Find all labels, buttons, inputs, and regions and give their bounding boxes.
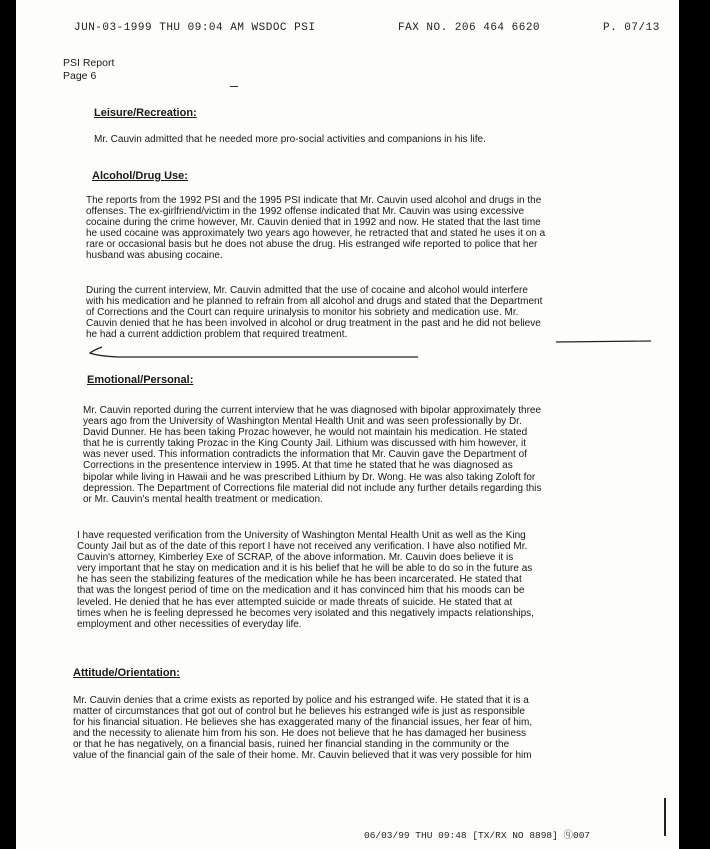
- text-line: husband was abusing cocaine.: [86, 250, 223, 262]
- paragraph-leisure: [94, 134, 614, 145]
- text-line: depression. The Department of Corrections file material did not include any further details regarding this: [83, 482, 542, 494]
- text-line: cocaine during the crime however, Mr. Cauvin denied that in 1992 and now. He stated that the last time: [86, 217, 541, 229]
- text-line: Mr. Cauvin admitted that he needed more pro-social activities and companions in his life.: [94, 134, 486, 145]
- text-line: that was the longest period of time on the medication and it has convinced him that his moods can be: [77, 585, 525, 597]
- text-line: During the current interview, Mr. Cauvin admitted that the use of cocaine and alcohol would interfere: [86, 285, 528, 296]
- paragraph-emotional-2: [77, 530, 647, 630]
- text-line: or Mr. Cauvin's mental health treatment or medication.: [83, 493, 323, 505]
- paragraph-alcohol-1: [86, 195, 646, 262]
- text-line: County Jail but as of the date of this report I have not received any verification. I have also notified Mr.: [77, 541, 528, 553]
- paragraph-attitude: [73, 695, 653, 762]
- text-line: offenses. The ex-girlfriend/victim in the 1992 offense indicated that Mr. Cauvin was using excessive: [86, 206, 525, 218]
- heading-alcohol: Alcohol/Drug Use:: [92, 170, 188, 182]
- text-line: was never used. This information contradicts the information that Mr. Cauvin gave the Department of: [83, 449, 527, 461]
- text-line: Mr. Cauvin denies that a crime exists as reported by police and his estranged wife. He stated that it is a: [73, 695, 529, 706]
- fax-header-number: FAX NO. 206 464 6620: [398, 22, 541, 34]
- heading-emotional: Emotional/Personal:: [87, 374, 194, 386]
- fax-page: [16, 0, 679, 849]
- text-line: with his medication and he planned to refrain from all alcohol and drugs and stated that the Department: [86, 296, 543, 308]
- text-line: Cauvin's attorney, Kimberley Exe of SCRAP, of the above information. Mr. Cauvin does believe it is: [77, 552, 514, 564]
- text-line: I have requested verification from the University of Washington Mental Health Unit as well as the King: [77, 530, 526, 541]
- fax-header-page: P. 07/13: [603, 22, 660, 34]
- text-line: employment and other necessities of everyday life.: [77, 618, 302, 630]
- report-title: PSI Report: [63, 57, 115, 69]
- heading-attitude: Attitude/Orientation:: [73, 667, 180, 679]
- heading-leisure: Leisure/Recreation:: [94, 107, 197, 119]
- text-line: he used cocaine was approximately two years ago however, he retracted that and stated he uses it on a: [86, 228, 546, 240]
- paragraph-alcohol-2: [86, 285, 646, 340]
- text-line: he had a current addiction problem that required treatment.: [86, 329, 348, 341]
- text-line: very important that he stay on medication and it is his belief that he will be able to do so in the future as: [77, 563, 533, 575]
- text-line: he has seen the stabilizing features of the medication while he has been incarcerated. He stated that: [77, 574, 522, 586]
- handwritten-underline: [88, 339, 418, 363]
- scan-speck: [230, 86, 238, 87]
- text-line: and the necessity to alienate him from his son. He does not believe that he has damaged her business: [73, 728, 527, 740]
- report-page-number: Page 6: [63, 70, 97, 82]
- text-line: Cauvin denied that he has been involved in alcohol or drug treatment in the past and he did not believe: [86, 318, 541, 330]
- text-line: value of the financial gain of the sale of their home. Mr. Cauvin believed that it was very possible for him: [73, 750, 532, 762]
- text-line: leveled. He denied that he has ever attempted suicide or made threats of suicide. He stated that at: [77, 596, 513, 608]
- text-line: for his financial situation. He believes she has exaggerated many of the financial issues, her fear of him,: [73, 717, 533, 729]
- fax-footer: 06/03/99 THU 09:48 [TX/RX NO 8898] ⓠ007: [364, 830, 591, 841]
- text-line: matter of circumstances that got out of control but he believes his estranged wife is just as responsible: [73, 706, 525, 718]
- text-line: David Dunner. He has been taking Prozac however, he would not maintain his medication. He stated: [83, 427, 528, 439]
- text-line: that he is currently taking Prozac in the King County Jail. Lithium was discussed with him however, it: [83, 438, 526, 450]
- paragraph-emotional-1: [83, 405, 643, 505]
- handwritten-underline: [556, 338, 651, 346]
- text-line: Mr. Cauvin reported during the current interview that he was diagnosed with bipolar approximately three: [83, 405, 542, 416]
- text-line: times when he is feeling depressed he becomes very isolated and this negatively impacts relationships,: [77, 607, 534, 619]
- text-line: The reports from the 1992 PSI and the 1995 PSI indicate that Mr. Cauvin used alcohol and drugs in the: [86, 195, 542, 206]
- text-line: Corrections in the presentence interview in 1995. At that time he stated that he was diagnosed as: [83, 460, 513, 472]
- text-line: of Corrections and the Court can require urinalysis to monitor his sobriety and medication use. Mr.: [86, 307, 519, 319]
- scan-edge-mark: [664, 798, 666, 836]
- text-line: or that he has negatively, on a financial basis, ruined her financial standing in the community or the: [73, 739, 510, 751]
- fax-header-left: JUN-03-1999 THU 09:04 AM WSDOC PSI: [74, 22, 316, 34]
- text-line: rare or occasional basis but he does not abuse the drug. His estranged wife reported to police that her: [86, 239, 538, 251]
- text-line: bipolar while living in Hawaii and he was prescribed Lithium by Dr. Wong. He was also taking Zoloft for: [83, 471, 536, 483]
- text-line: years ago from the University of Washington Mental Health Unit and was seen professionally by Dr.: [83, 416, 522, 428]
